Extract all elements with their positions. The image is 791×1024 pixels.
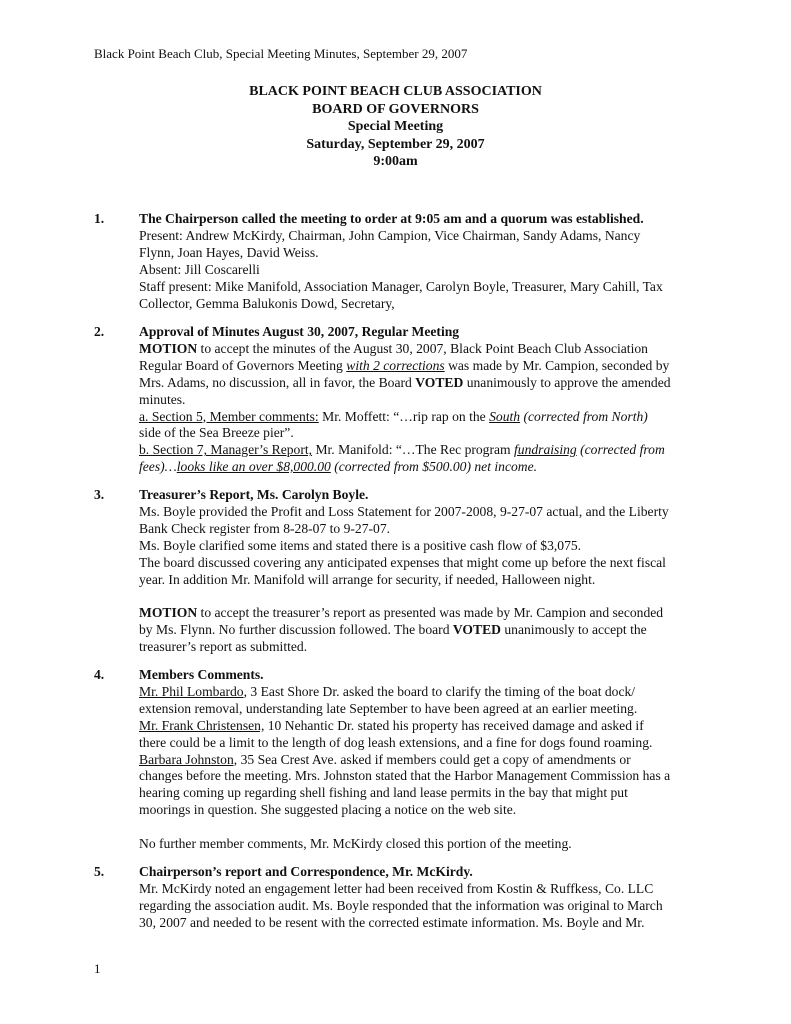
title-line-board: BOARD OF GOVERNORS <box>312 101 479 117</box>
member-comment-cont: extension removal, understanding late September to have been agreed at an earlier meeting. <box>139 700 638 716</box>
document-title <box>0 83 791 171</box>
correction-b-cont: fees)…looks like an over $8,000.00 (corrected from $500.00) net income. <box>139 459 538 475</box>
section-body <box>139 487 699 656</box>
section-number: 1. <box>94 211 105 226</box>
member-comment: Mr. Phil Lombardo, 3 East Shore Dr. asked the board to clarify the timing of the boat dock/ <box>139 683 636 699</box>
report-line: Ms. Boyle clarified some items and stated there is a positive cash flow of $3,075. <box>139 537 582 553</box>
staff-present: Staff present: Mike Manifold, Association Manager, Carolyn Boyle, Treasurer, Mary Cahill, Tax <box>139 278 663 294</box>
motion-line: minutes. <box>139 391 186 407</box>
report-line: Bank Check register from 8-28-07 to 9-27-07. <box>139 520 391 536</box>
section-number: 3. <box>94 487 105 502</box>
staff-present-cont: Collector, Gemma Balukonis Dowd, Secretary, <box>139 295 395 311</box>
member-comment: Barbara Johnston, 35 Sea Crest Ave. asked if members could get a copy of amendments or <box>139 751 631 767</box>
section-heading: Treasurer’s Report, Ms. Carolyn Boyle. <box>139 487 369 502</box>
section-number: 5. <box>94 864 105 879</box>
motion-line: MOTION to accept the minutes of the August 30, 2007, Black Point Beach Club Association <box>139 340 648 356</box>
attendance-present-cont: Flynn, Joan Hayes, David Weiss. <box>139 244 319 260</box>
page-number: 1 <box>94 961 101 976</box>
member-comment-cont: there could be a limit to the length of dog leash extensions, and a fine for dogs found roaming. <box>139 734 653 750</box>
section-body <box>139 667 699 853</box>
section-heading: Approval of Minutes August 30, 2007, Regular Meeting <box>139 324 460 339</box>
section-number: 4. <box>94 667 105 682</box>
member-comment-cont: moorings in question. She suggested placing a notice on the web site. <box>139 802 517 818</box>
correction-a: a. Section 5, Member comments: Mr. Moffett: “…rip rap on the South (corrected from North) <box>139 408 648 424</box>
section-body <box>139 324 699 476</box>
member-comment-cont: changes before the meeting. Mrs. Johnston stated that the Harbor Management Commission has a <box>139 768 671 784</box>
report-line: Mr. McKirdy noted an engagement letter had been received from Kostin & Ruffkess, Co. LLC <box>139 880 654 896</box>
member-comment-cont: hearing coming up regarding shell fishing and land lease permits in the bay that might put <box>139 785 628 801</box>
title-line-meeting-type: Special Meeting <box>347 119 444 134</box>
motion-line: treasurer’s report as submitted. <box>139 639 308 655</box>
report-line: 30, 2007 and needed to be resent with the corrected estimate information. Ms. Boyle and Mr. <box>139 914 645 930</box>
section-heading: The Chairperson called the meeting to order at 9:05 am and a quorum was established. <box>139 211 644 226</box>
report-line: Ms. Boyle provided the Profit and Loss Statement for 2007-2008, 9-27-07 actual, and the Liberty <box>139 503 669 519</box>
title-line-date: Saturday, September 29, 2007 <box>306 136 485 152</box>
motion-line: by Ms. Flynn. No further discussion followed. The board VOTED unanimously to accept the <box>139 622 647 638</box>
closing-remark: No further member comments, Mr. McKirdy closed this portion of the meeting. <box>139 836 572 852</box>
report-line: year. In addition Mr. Manifold will arrange for security, if needed, Halloween night. <box>139 571 596 587</box>
section-body <box>139 864 699 932</box>
motion-line: Regular Board of Governors Meeting with 2 corrections was made by Mr. Campion, seconded by <box>139 357 670 373</box>
section-heading: Members Comments. <box>139 667 264 682</box>
member-comment: Mr. Frank Christensen, 10 Nehantic Dr. stated his property has received damage and asked if <box>139 717 644 733</box>
attendance-present: Present: Andrew McKirdy, Chairman, John Campion, Vice Chairman, Sandy Adams, Nancy <box>139 227 641 243</box>
report-line: The board discussed covering any anticipated expenses that might come up before the next fiscal <box>139 554 666 570</box>
correction-b: b. Section 7, Manager’s Report, Mr. Manifold: “…The Rec program fundraising (corrected from <box>139 442 665 458</box>
motion-line: MOTION to accept the treasurer’s report as presented was made by Mr. Campion and seconded <box>139 605 664 621</box>
motion-line: Mrs. Adams, no discussion, all in favor, the Board VOTED unanimously to approve the amended <box>139 374 671 390</box>
section-heading: Chairperson’s report and Correspondence, Mr. McKirdy. <box>139 864 473 879</box>
attendance-absent: Absent: Jill Coscarelli <box>139 261 260 277</box>
title-line-association: BLACK POINT BEACH CLUB ASSOCIATION <box>249 84 542 99</box>
correction-a-cont: side of the Sea Breeze pier”. <box>139 425 294 441</box>
running-header: Black Point Beach Club, Special Meeting Minutes, September 29, 2007 <box>94 46 468 61</box>
title-line-time: 9:00am <box>373 154 418 169</box>
report-line: regarding the association audit. Ms. Boyle responded that the information was original to March <box>139 897 663 913</box>
section-number: 2. <box>94 324 105 339</box>
section-body <box>139 211 699 312</box>
